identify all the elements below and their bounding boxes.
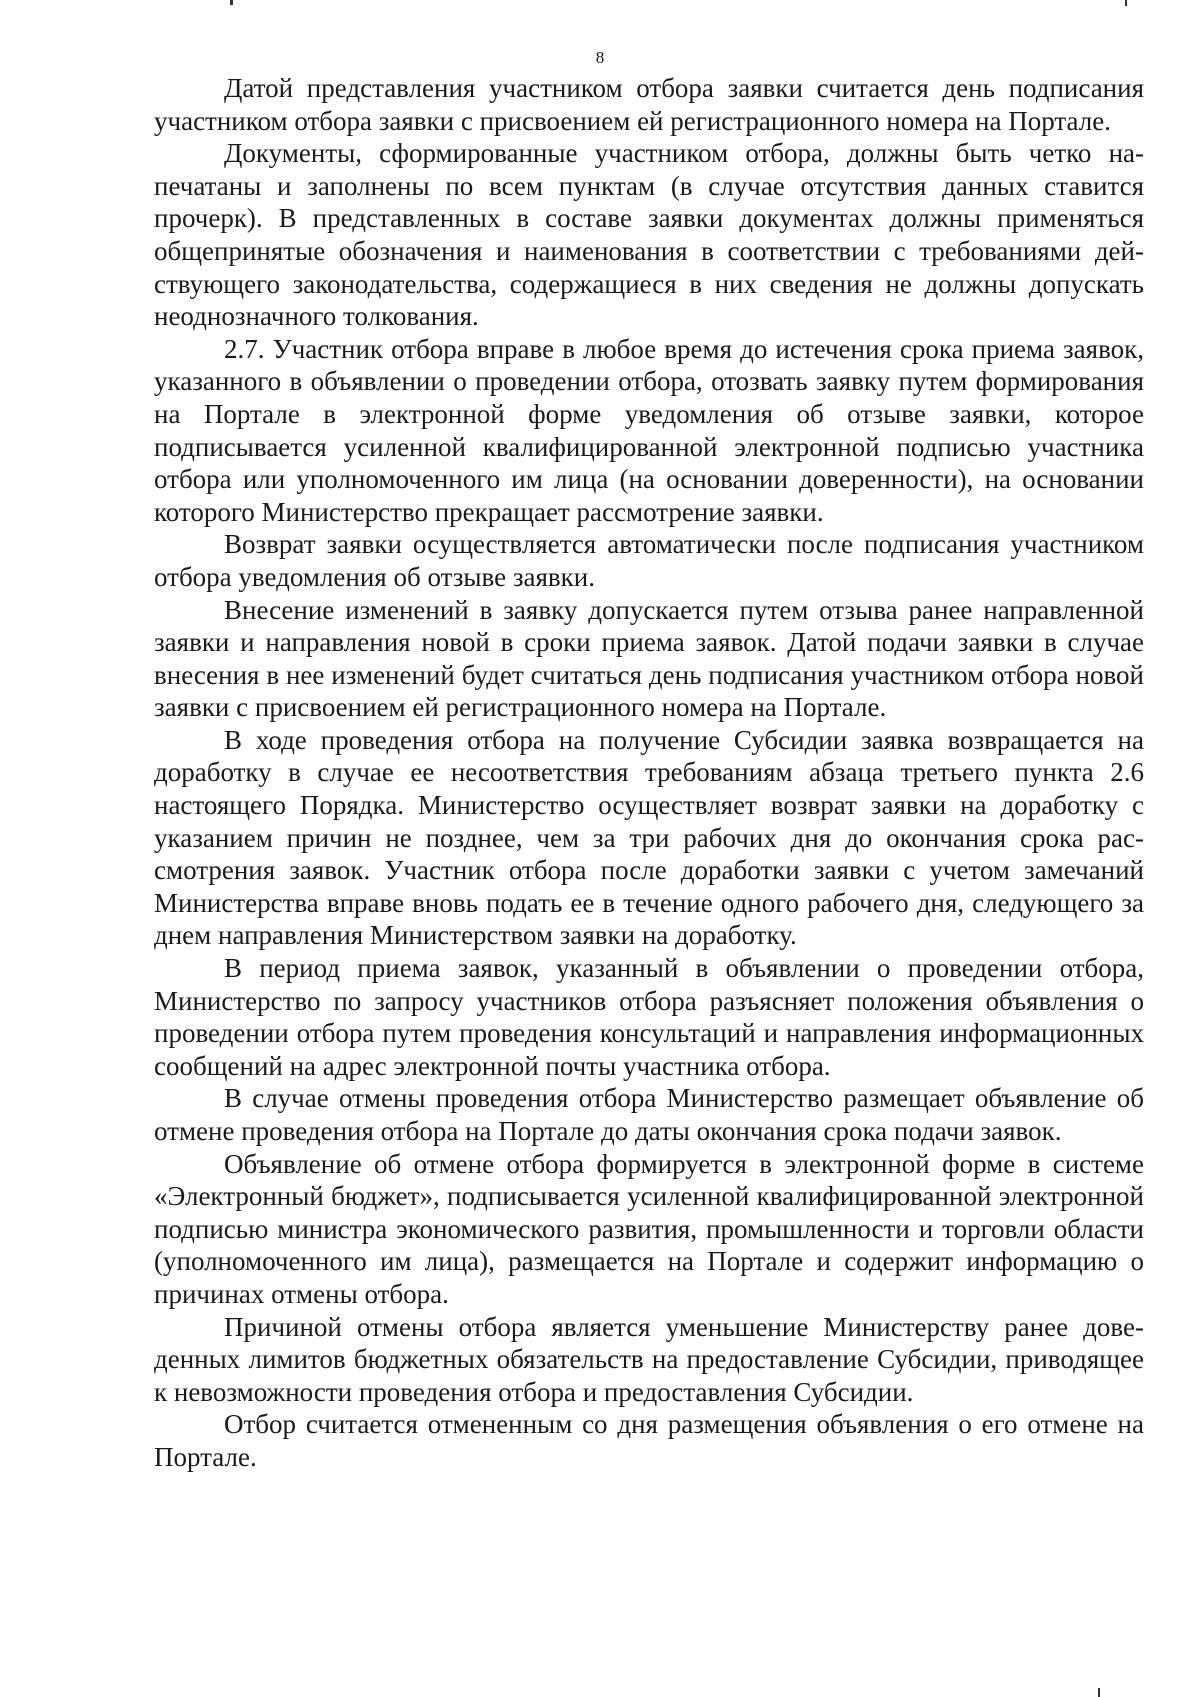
paragraph-submission-date: Датой представления участником отбора заявки считается день подписания участником отбора заявки с присвоением ей регистрационного номера на Портале. xyxy=(154,73,1144,136)
paragraph-clarifications: В период приема заявок, указанный в объявлении о проведении отбора, Министерство по запросу участников отбора разъясняет положения объявления о проведении отбора путем проведения консультаций и направления информационных сообщений на адрес электронной почты участника отбора. xyxy=(154,953,1144,1081)
scan-mark-top-right xyxy=(1125,0,1127,6)
scan-mark-bottom-right xyxy=(1098,1688,1100,1697)
paragraph-amendments: Внесение изменений в заявку допускается путем отзыва ранее направленной заявки и направления новой в сроки приема заявок. Датой подачи заявки в случае внесения в нее изменений будет считаться день подписания участником отбора новой заявки с присвоением ей регистрационного номера на Портале. xyxy=(154,594,1144,723)
paragraph-cancellation-notice: Объявление об отмене отбора формируется в электронной форме в системе «Электронный бюджет», подписывается усиленной квалифицированной электронной подписью министра экономического развития, промышленности и торговли области (уполномоченного им лица), размещается на Портале и содержит информацию о причинах отмены отбора. xyxy=(154,1148,1144,1309)
paragraph-cancellation: В случае отмены проведения отбора Министерство размещает объявление об отмене проведения отбора на Портале до даты окончания срока подачи заявок. xyxy=(154,1083,1144,1146)
page-number: 8 xyxy=(595,48,605,67)
paragraph-return-of-application: Возврат заявки осуществляется автоматически после подписания участником отбора уведомления об отзыве заявки. xyxy=(154,529,1144,592)
paragraph-cancellation-effective: Отбор считается отмененным со дня размещения объявления о его отмене на Портале. xyxy=(154,1409,1144,1472)
document-body xyxy=(154,72,1144,1474)
paragraph-2-7-withdrawal: 2.7. Участник отбора вправе в любое время до истечения срока приема заявок, указанного в объявлении о проведении отбора, отозвать заявку путем формирования на Портале в электронной форме уведомления об отзыве заявки, которое подписывается усиленной квалифицированной электронной подписью участника отбора или уполномоченного им лица (на основании доверенности), на основании которого Министерство прекращает рассмотрение заявки. xyxy=(154,333,1144,527)
paragraph-cancellation-reason: Причиной отмены отбора является уменьшение Министерству ранее доведенных лимитов бюджетных обязательств на предоставление Субсидии, приводящее к невозможности проведения отбора и предоставления Субсидии. xyxy=(154,1311,1144,1407)
paragraph-document-requirements: Документы, сформированные участником отбора, должны быть четко напечатаны и заполнены по всем пунктам (в случае отсутствия данных ставится прочерк). В представленных в составе заявки документах должны применяться общепринятые обозначения и наименования в соответствии с требованиями действующего законодательства, содержащиеся в них сведения не должны допускать неоднозначного толкования. xyxy=(154,138,1144,332)
scan-mark-top-left xyxy=(230,0,233,5)
paragraph-revision: В ходе проведения отбора на получение Субсидии заявка возвращается на доработку в случае ее несоответствия требованиям абзаца третьего пункта 2.6 настоящего Порядка. Министерство осуществляет возврат заявки на доработку с указанием причин не позднее, чем за три рабочих дня до окончания срока рассмотрения заявок. Участник отбора после доработки заявки с учетом замечаний Министерства вправе вновь подать ее в течение одного рабочего дня, следующего за днем направления Министерством заявки на доработку. xyxy=(154,724,1144,951)
